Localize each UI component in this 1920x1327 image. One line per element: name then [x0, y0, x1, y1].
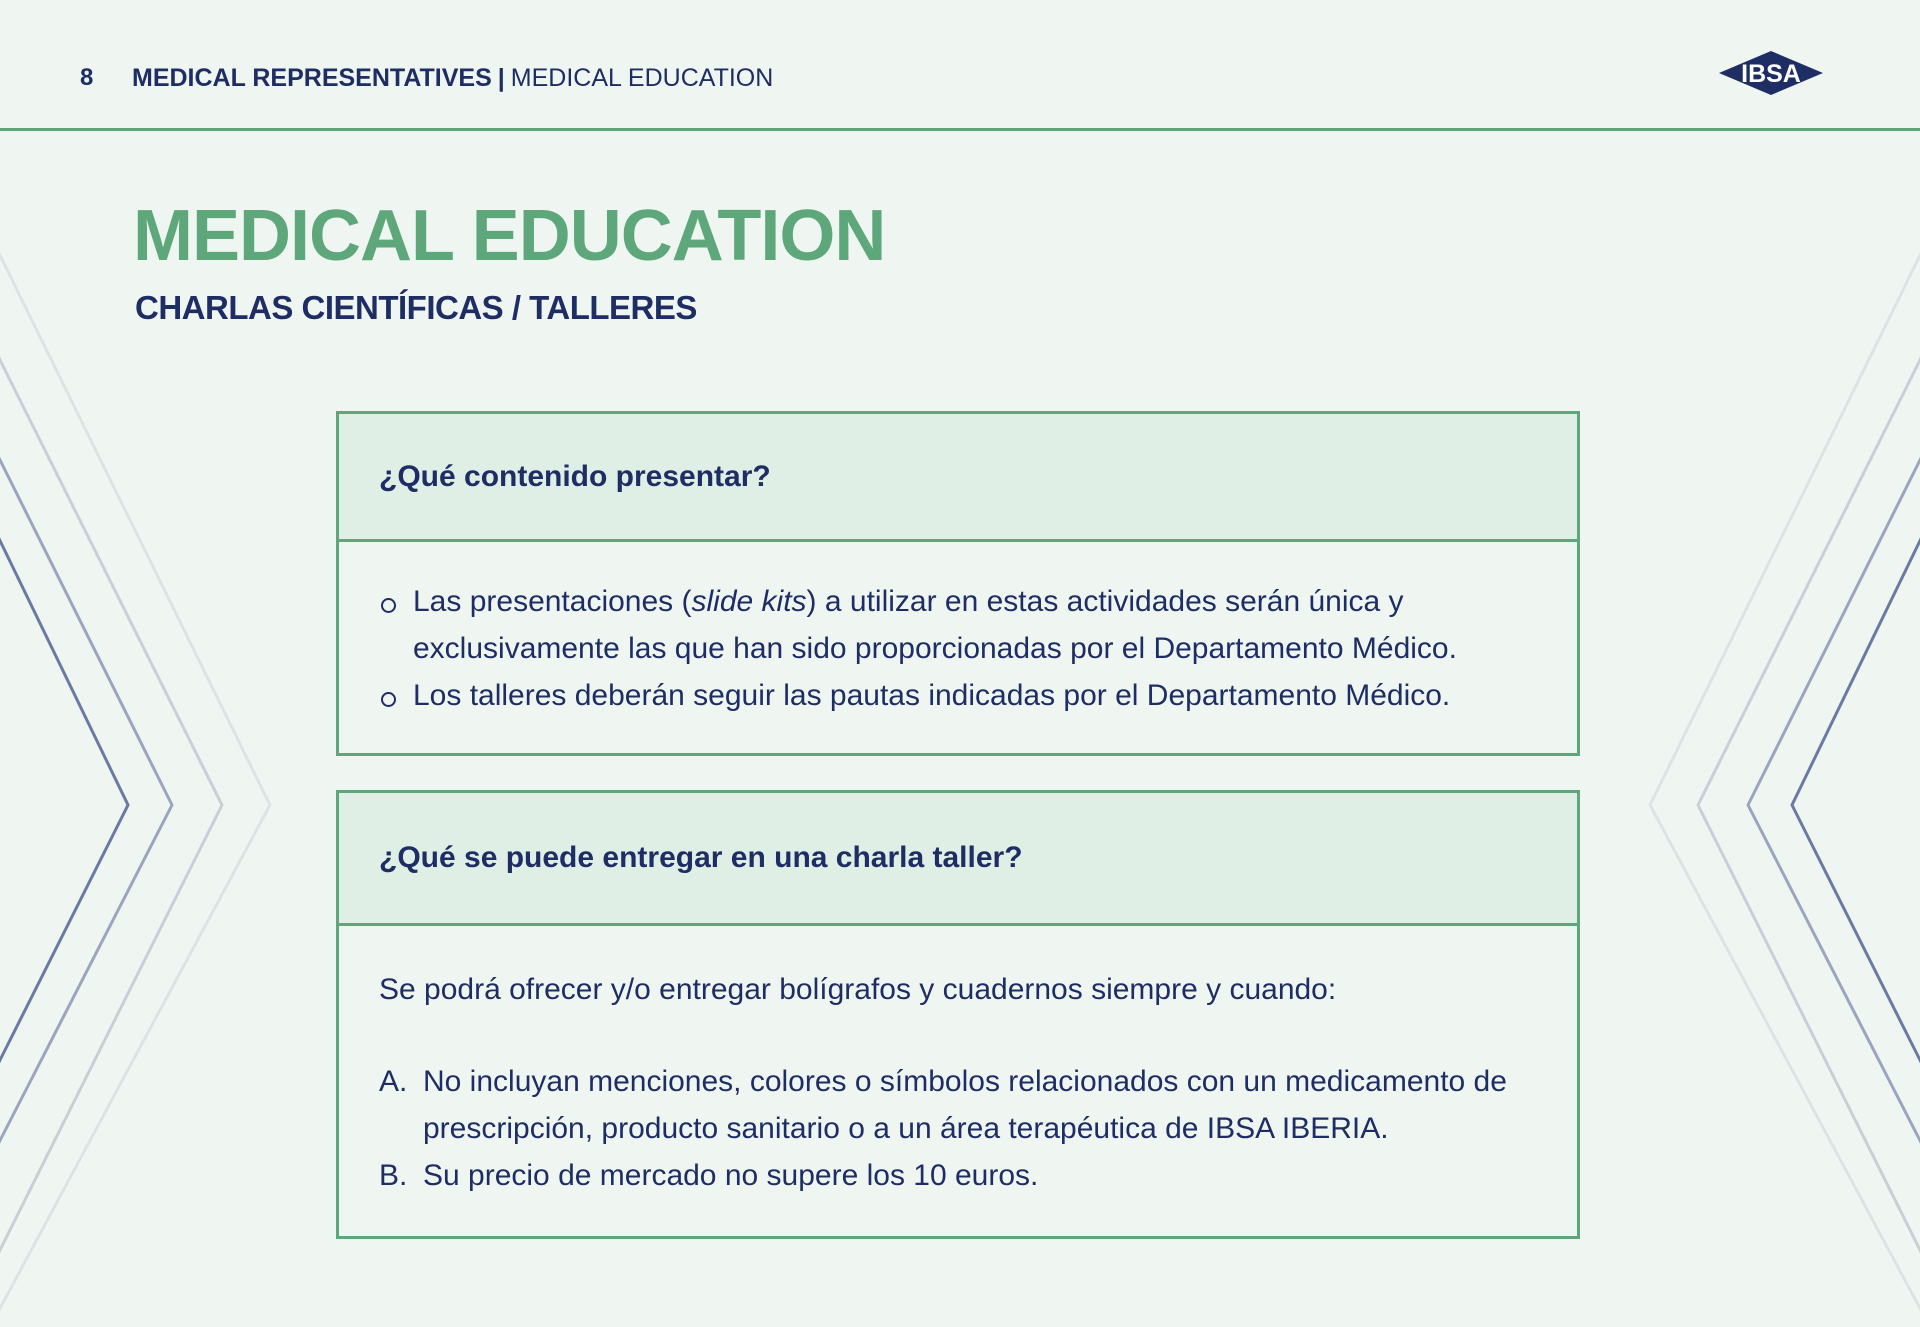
list-marker: A.: [379, 1065, 408, 1098]
page-header: [0, 0, 1920, 131]
ibsa-logo: [1718, 50, 1824, 96]
ibsa-logo-text: IBSA: [1741, 60, 1801, 88]
box-heading: ¿Qué contenido presentar?: [339, 414, 1577, 542]
list-item-text: No incluyan menciones, colores o símbolos relacionados con un medicamento de prescripción, producto sanitario o a un área terapéutica de IBSA IBERIA.: [423, 1065, 1507, 1145]
box-heading: ¿Qué se puede entregar en una charla taller?: [339, 793, 1577, 926]
content-box-giveaways: [336, 790, 1580, 1239]
page-number: 8: [80, 64, 94, 91]
list-item: [379, 1058, 1547, 1152]
box-intro-text: Se podrá ofrecer y/o entregar bolígrafos y cuadernos siempre y cuando:: [379, 973, 1337, 1006]
left-chevron-line-3: [0, 440, 172, 1160]
header-section-regular: MEDICAL EDUCATION: [510, 64, 774, 92]
box-body: [339, 926, 1577, 1199]
right-chevron-line-4: [1792, 520, 1920, 1080]
bullet-list: [379, 578, 1547, 719]
lettered-list: [379, 1058, 1547, 1199]
right-chevron-line-1: [1650, 235, 1920, 1327]
list-item: [379, 1152, 1547, 1199]
header-separator: |: [497, 64, 505, 92]
right-chevron-line-3: [1748, 440, 1920, 1160]
page-title: MEDICAL EDUCATION: [133, 196, 886, 276]
box-body: [339, 542, 1577, 719]
header-section-bold: MEDICAL REPRESENTATIVES: [132, 64, 492, 92]
left-chevron-line-1: [0, 235, 270, 1327]
list-item-text: Su precio de mercado no supere los 10 euros.: [423, 1159, 1039, 1192]
page-subtitle: CHARLAS CIENTÍFICAS / TALLERES: [135, 289, 697, 326]
list-item: Las presentaciones (slide kits) a utilizar en estas actividades serán única y exclusivamente las que han sido proporcionadas por el Departamento Médico.: [379, 578, 1547, 672]
list-marker: B.: [379, 1159, 408, 1192]
italic-term: slide kits: [691, 585, 807, 618]
content-box-presentation: [336, 411, 1580, 756]
list-item: Los talleres deberán seguir las pautas indicadas por el Departamento Médico.: [379, 672, 1547, 719]
header-section-title: [132, 64, 773, 93]
left-chevron-line-4: [0, 520, 128, 1080]
